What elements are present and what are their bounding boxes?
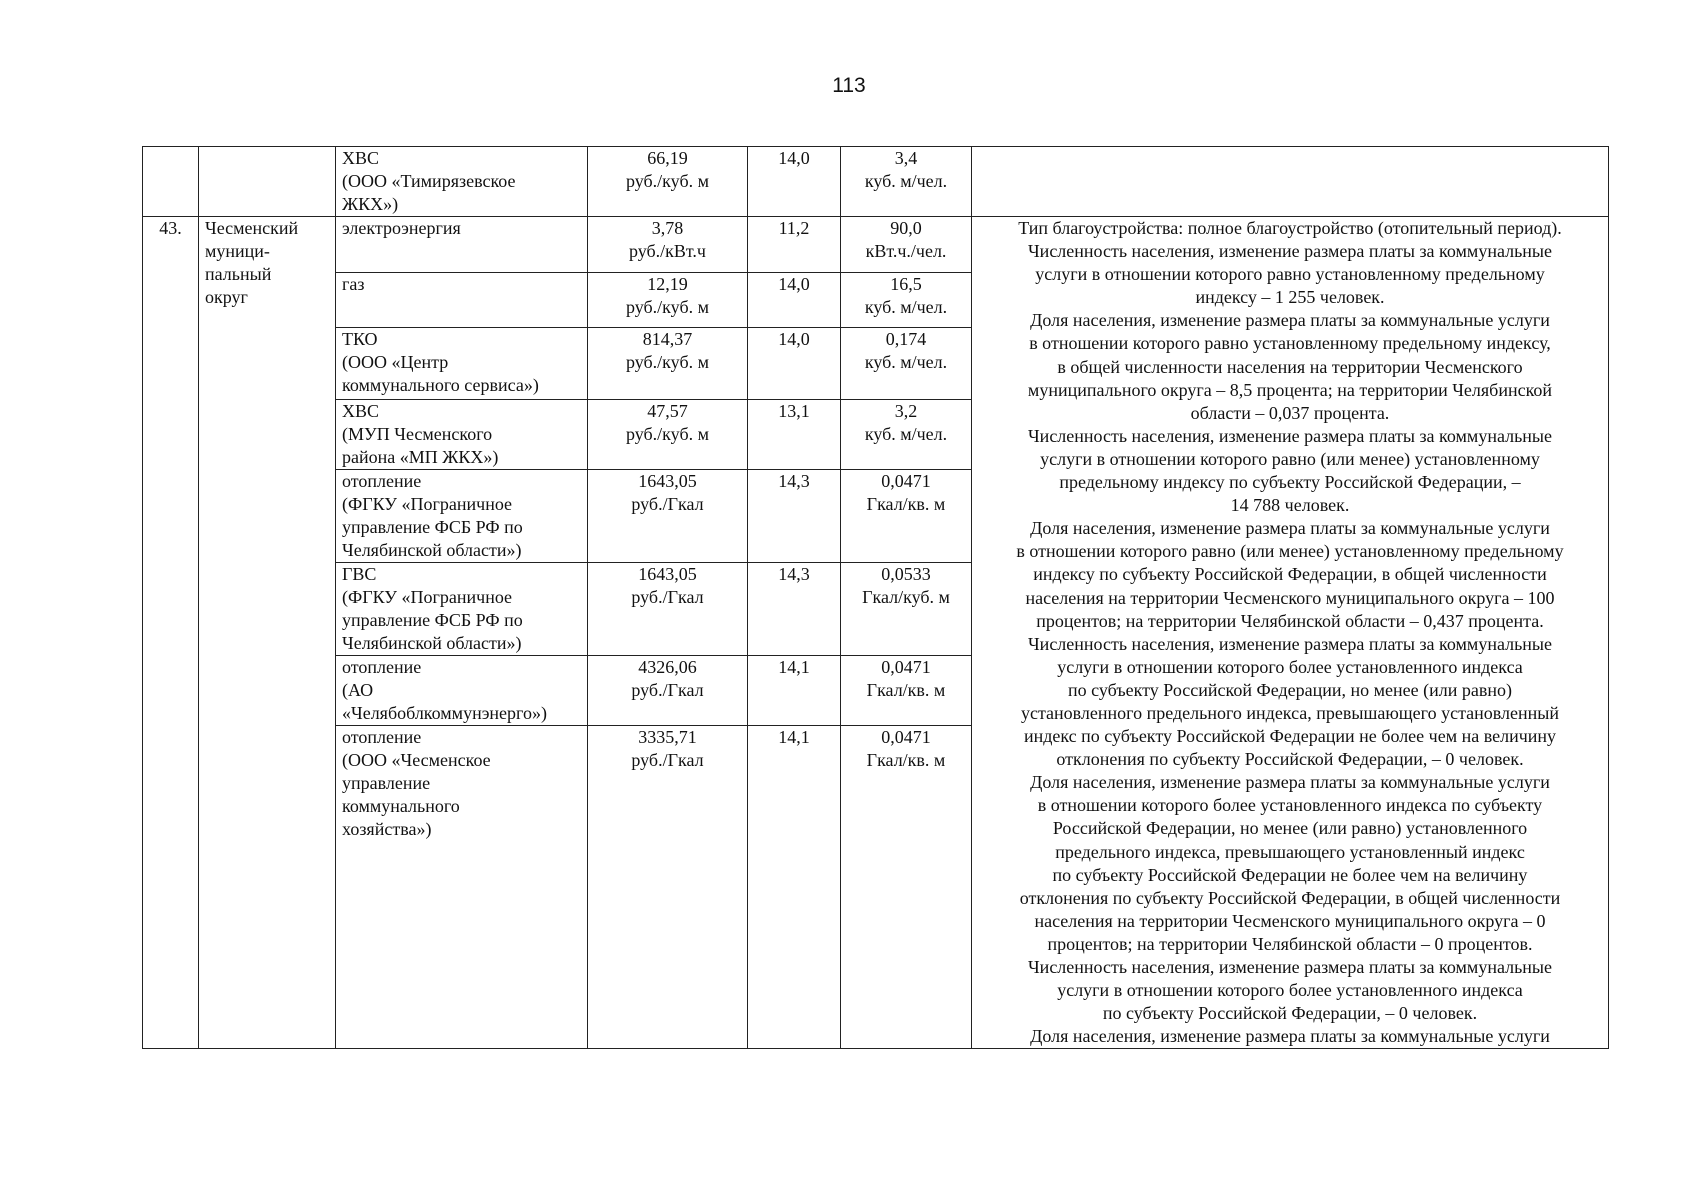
description-line: в отношении которого более установленного индекса по субъекту bbox=[1037, 795, 1543, 816]
description-line: индекс по субъекту Российской Федерации не более чем на величину bbox=[1023, 726, 1557, 747]
service-name: ХВС (МУП Чесменского района «МП ЖКХ») bbox=[336, 400, 588, 470]
description-line: в отношении которого равно установленному предельному индексу, bbox=[1029, 333, 1551, 354]
description-line: индексу по субъекту Российской Федерации, в общей численности bbox=[1033, 564, 1547, 585]
tariff-value: 47,57 руб./куб. м bbox=[588, 400, 748, 470]
service-name: отопление (ФГКУ «Пограничное управление ФСБ РФ по Челябинской области») bbox=[336, 470, 588, 563]
description-line: предельному индексу по субъекту Российской Федерации, – bbox=[1059, 472, 1521, 493]
service-name: электроэнергия bbox=[336, 217, 588, 273]
index-value: 14,1 bbox=[748, 726, 841, 1049]
description-line: в отношении которого равно (или менее) установленному предельному bbox=[1016, 541, 1564, 562]
description-line: муниципального округа – 8,5 процента; на территории Челябинской bbox=[1027, 379, 1553, 400]
description-line: по субъекту Российской Федерации, – 0 человек. bbox=[1102, 1003, 1478, 1024]
description-line: в общей численности населения на территории Чесменского bbox=[1057, 356, 1523, 377]
tariff-value: 3335,71 руб./Гкал bbox=[588, 726, 748, 1049]
description-line: Доля населения, изменение размера платы за коммунальные услуги bbox=[1030, 772, 1550, 793]
table-row bbox=[143, 217, 1609, 273]
municipality-name: Чесменский муници- пальный округ bbox=[199, 217, 336, 1049]
description-line: Российской Федерации, но менее (или равно) установленного bbox=[1052, 818, 1528, 839]
description-line: Численность населения, изменение размера платы за коммунальные bbox=[1027, 633, 1553, 654]
description-line: Численность населения, изменение размера платы за коммунальные bbox=[1027, 425, 1553, 446]
description-line: услуги в отношении которого более установленного индекса bbox=[1057, 980, 1523, 1001]
tariff-value: 12,19 руб./куб. м bbox=[588, 273, 748, 328]
tariff-value: 3,78 руб./кВт.ч bbox=[588, 217, 748, 273]
service-name: ХВС (ООО «Тимирязевское ЖКХ») bbox=[336, 147, 588, 217]
prev-row-number-cell bbox=[143, 147, 199, 217]
index-value: 13,1 bbox=[748, 400, 841, 470]
tariff-table bbox=[142, 146, 1609, 1049]
description-line: установленного предельного индекса, превышающего установленный bbox=[1020, 702, 1560, 723]
description-line: Численность населения, изменение размера платы за коммунальные bbox=[1027, 957, 1553, 977]
tariff-value: 1643,05 руб./Гкал bbox=[588, 563, 748, 656]
description-line: процентов; на территории Челябинской области – 0 процентов. bbox=[1047, 933, 1533, 954]
tariff-value: 814,37 руб./куб. м bbox=[588, 328, 748, 400]
norm-value: 0,0471 Гкал/кв. м bbox=[841, 726, 972, 1049]
tariff-value: 4326,06 руб./Гкал bbox=[588, 656, 748, 726]
page-number: 113 bbox=[832, 74, 866, 97]
norm-value: 0,0471 Гкал/кв. м bbox=[841, 470, 972, 563]
index-value: 14,0 bbox=[748, 273, 841, 328]
norm-value: 0,0533 Гкал/куб. м bbox=[841, 563, 972, 656]
service-name: ГВС (ФГКУ «Пограничное управление ФСБ РФ по Челябинской области») bbox=[336, 563, 588, 656]
norm-value: 16,5 куб. м/чел. bbox=[841, 273, 972, 328]
description-line: 14 788 человек. bbox=[1230, 495, 1350, 516]
service-name: ТКО (ООО «Центр коммунального сервиса») bbox=[336, 328, 588, 400]
service-name: отопление (ООО «Чесменское управление коммунального хозяйства») bbox=[336, 726, 588, 1049]
index-value: 14,0 bbox=[748, 147, 841, 217]
description-line: отклонения по субъекту Российской Федерации, – 0 человек. bbox=[1056, 749, 1524, 770]
norm-value: 3,4 куб. м/чел. bbox=[841, 147, 972, 217]
description-line: услуги в отношении которого более установленного индекса bbox=[1057, 656, 1523, 677]
index-value: 14,0 bbox=[748, 328, 841, 400]
prev-row-municipality-cell bbox=[199, 147, 336, 217]
index-value: 14,1 bbox=[748, 656, 841, 726]
description-line: услуги в отношении которого равно установленному предельному bbox=[1035, 264, 1545, 285]
description-line: Доля населения, изменение размера платы за коммунальные услуги bbox=[1030, 518, 1550, 539]
description-line: Тип благоустройства: полное благоустройство (отопительный период). bbox=[1018, 218, 1562, 238]
norm-value: 90,0 кВт.ч./чел. bbox=[841, 217, 972, 273]
description-line: процентов; на территории Челябинской области – 0,437 процента. bbox=[1036, 610, 1544, 631]
service-name: газ bbox=[336, 273, 588, 328]
description-line: по субъекту Российской Федерации не более чем на величину bbox=[1052, 864, 1528, 885]
description-line: Доля населения, изменение размера платы за коммунальные услуги bbox=[1030, 310, 1550, 331]
tariff-value: 66,19 руб./куб. м bbox=[588, 147, 748, 217]
description-line: предельного индекса, превышающего установленный индекс bbox=[1055, 841, 1525, 862]
description-line: отклонения по субъекту Российской Федерации, в общей численности bbox=[1019, 887, 1561, 908]
norm-value: 0,0471 Гкал/кв. м bbox=[841, 656, 972, 726]
description-cell bbox=[972, 217, 1609, 1049]
description-line: услуги в отношении которого равно (или менее) установленному bbox=[1040, 448, 1540, 469]
table-row bbox=[143, 147, 1609, 217]
description-line: индексу – 1 255 человек. bbox=[1195, 287, 1385, 308]
index-value: 14,3 bbox=[748, 563, 841, 656]
service-name: отопление (АО «Челябоблкоммунэнерго») bbox=[336, 656, 588, 726]
description-line: населения на территории Чесменского муниципального округа – 0 bbox=[1034, 910, 1546, 931]
description-line: области – 0,037 процента. bbox=[1190, 402, 1390, 423]
tariff-value: 1643,05 руб./Гкал bbox=[588, 470, 748, 563]
norm-value: 0,174 куб. м/чел. bbox=[841, 328, 972, 400]
index-value: 14,3 bbox=[748, 470, 841, 563]
norm-value: 3,2 куб. м/чел. bbox=[841, 400, 972, 470]
index-value: 11,2 bbox=[748, 217, 841, 273]
description-line: Численность населения, изменение размера платы за коммунальные bbox=[1027, 241, 1553, 262]
row-number: 43. bbox=[143, 217, 199, 1049]
prev-row-description-cell bbox=[972, 147, 1609, 217]
description-line: Доля населения, изменение размера платы за коммунальные услуги bbox=[1030, 1026, 1550, 1047]
description-line: по субъекту Российской Федерации, но менее (или равно) bbox=[1068, 679, 1512, 700]
description-line: населения на территории Чесменского муниципального округа – 100 bbox=[1025, 587, 1555, 608]
